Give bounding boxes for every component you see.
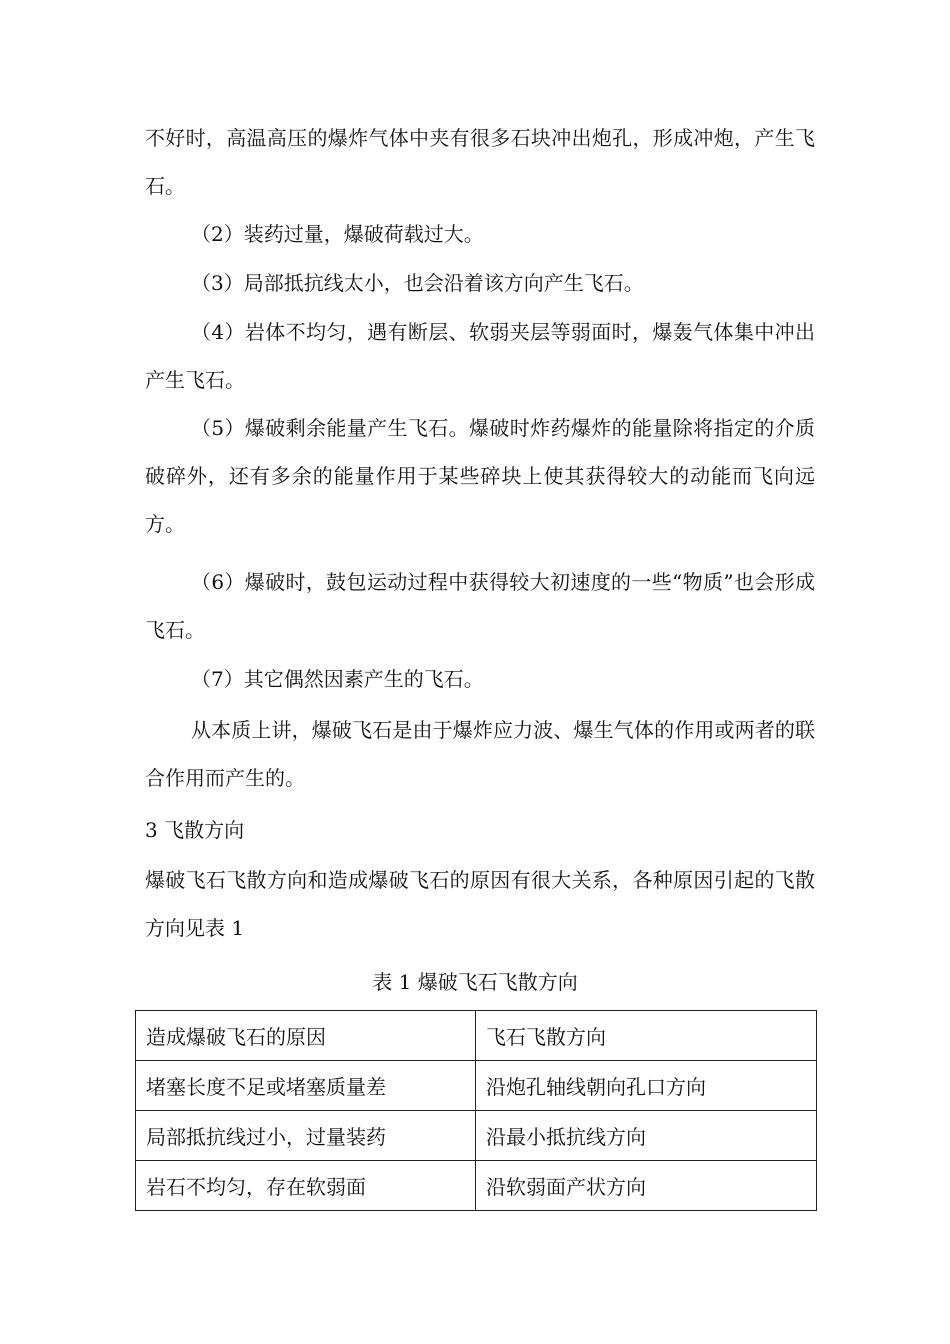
table-cell: 沿炮孔轴线朝向孔口方向 (476, 1061, 817, 1111)
paragraph-cause-2: （2）装药过量，爆破荷载过大。 (191, 222, 484, 246)
table-cell: 沿软弱面产状方向 (476, 1161, 817, 1211)
paragraph-cause-6: （6）爆破时，鼓包运动过程中获得较大初速度的一些“物质”也会形成飞石。 (145, 570, 815, 642)
paragraph-cause-3: （3）局部抵抗线太小，也会沿着该方向产生飞石。 (191, 271, 644, 295)
paragraph-cause-5: （5）爆破剩余能量产生飞石。爆破时炸药爆炸的能量除将指定的介质破碎外，还有多余的能量作用于某些碎块上使其获得较大的动能而飞向远方。 (145, 416, 815, 536)
table-row (136, 1061, 817, 1111)
table-cell: 局部抵抗线过小，过量装药 (136, 1111, 476, 1161)
table-row (136, 1111, 817, 1161)
table-row (136, 1161, 817, 1211)
paragraph-cause-7: （7）其它偶然因素产生的飞石。 (191, 667, 484, 691)
paragraph-essence-summary: 从本质上讲，爆破飞石是由于爆炸应力波、爆生气体的作用或两者的联合作用而产生的。 (145, 718, 815, 790)
table-header-cell: 造成爆破飞石的原因 (136, 1011, 476, 1061)
table-cell: 沿最小抵抗线方向 (476, 1111, 817, 1161)
table-caption: 表 1 爆破飞石飞散方向 (372, 970, 578, 994)
paragraph-flyrock-cause-1-cont: 不好时，高温高压的爆炸气体中夹有很多石块冲出炮孔，形成冲炮，产生飞石。 (145, 126, 815, 198)
table-header-cell: 飞石飞散方向 (476, 1011, 817, 1061)
table-header-row (136, 1011, 817, 1061)
paragraph-cause-4: （4）岩体不均匀，遇有断层、软弱夹层等弱面时，爆轰气体集中冲出产生飞石。 (145, 320, 815, 392)
table-cell: 堵塞长度不足或堵塞质量差 (136, 1061, 476, 1111)
section-heading: 3 飞散方向 (145, 818, 245, 842)
table-cell: 岩石不均匀，存在软弱面 (136, 1161, 476, 1211)
flyrock-direction-table (135, 1010, 817, 1211)
section-intro: 爆破飞石飞散方向和造成爆破飞石的原因有很大关系，各种原因引起的飞散方向见表 1 (145, 868, 815, 940)
